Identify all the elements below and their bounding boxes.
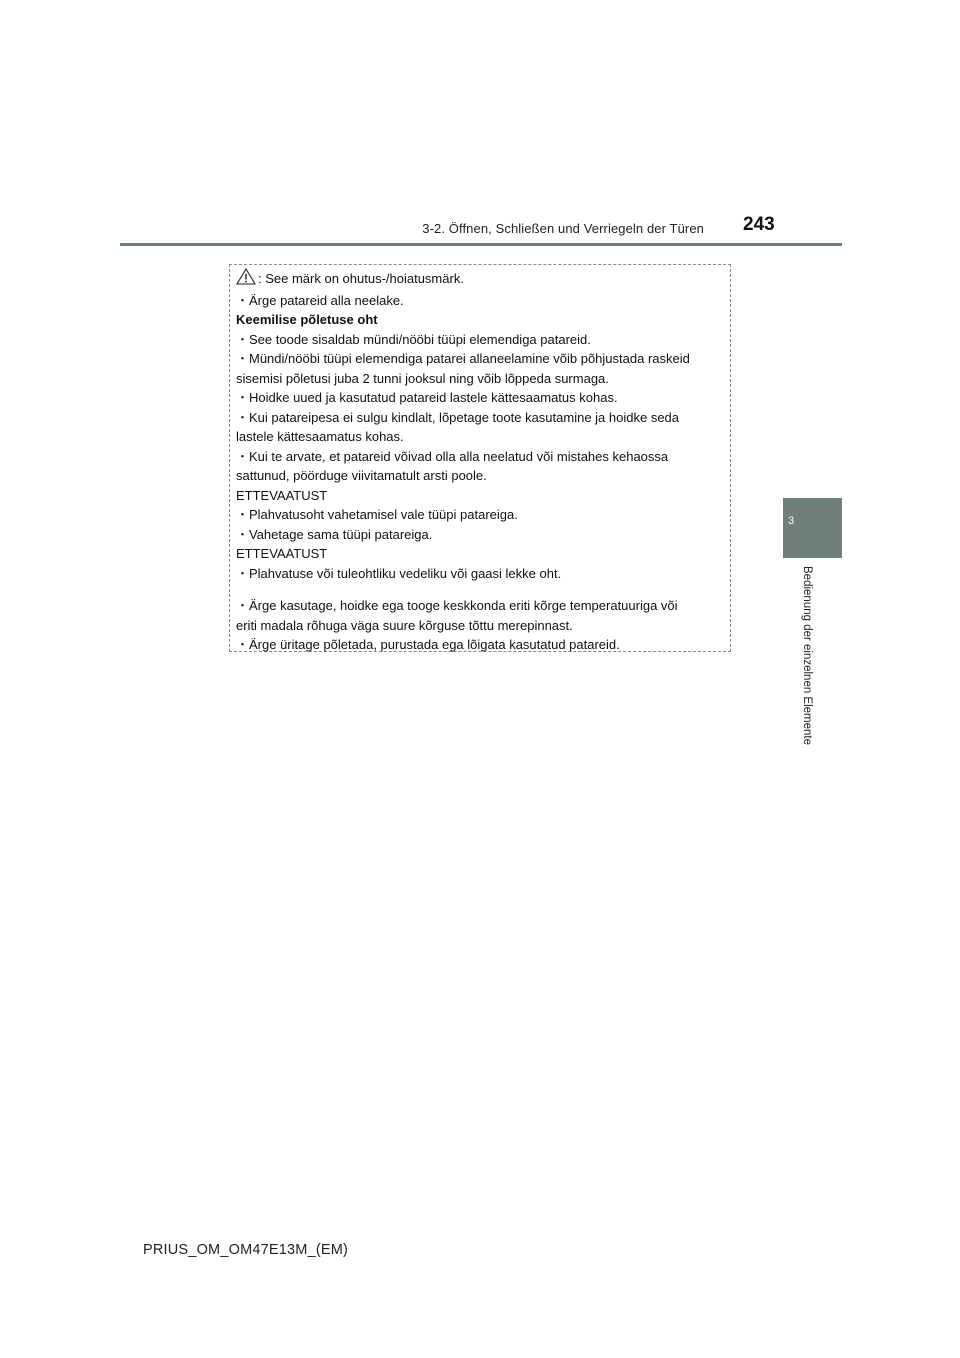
battery-warning-box [229,264,731,652]
warning-line-5: sisemisi põletusi juba 2 tunni jooksul ning võib lõppeda surmaga. [236,370,609,386]
warning-line-15: ・Plahvatuse või tuleohtliku vedeliku või gaasi lekke oht. [236,565,562,581]
warning-legend-text: : See märk on ohutus-/hoiatusmärk. [258,271,464,286]
warning-line-10: sattunud, pöörduge viivitamatult arsti poole. [236,468,487,483]
section-title: 3-2. Öffnen, Schließen und Verriegeln der Türen [422,221,704,236]
warning-line-17: eriti madala rõhuga väga suure kõrguse tõttu merepinnast. [236,617,573,633]
document-code: PRIUS_OM_OM47E13M_(EM) [143,1242,349,1258]
warning-legend-line [236,268,730,291]
page-number: 243 [743,214,775,235]
warning-line-4: ・Mündi/nööbi tüüpi elemendiga patarei allaneelamine võib põhjustada raskeid [236,351,690,366]
chapter-tab [783,498,842,558]
caution-heading-1: ETTEVAATUST [236,487,328,503]
header-divider [120,243,842,246]
chapter-tab-label: Bedienung der einzelnen Elemente [801,566,813,746]
warning-line-12: ・Plahvatusoht vahetamisel vale tüüpi patareiga. [236,507,518,522]
warning-line-18: ・Ärge üritage põletada, purustada ega lõigata kasutatud patareid. [236,637,620,652]
warning-line-16: ・Ärge kasutage, hoidke ega tooge keskkonda eriti kõrge temperatuuriga või [236,598,678,613]
warning-line-1: ・Ärge patareid alla neelake. [236,292,404,308]
chapter-tab-number: 3 [788,515,795,527]
warning-triangle-icon [236,268,256,291]
warning-line-8: lastele kättesaamatus kohas. [236,429,404,444]
warning-line-3: ・See toode sisaldab mündi/nööbi tüüpi elemendiga patareid. [236,331,591,347]
spacer [236,583,730,596]
warning-line-9: ・Kui te arvate, et patareid võivad olla alla neelatud või mistahes kehaossa [236,448,669,464]
caution-heading-2: ETTEVAATUST [236,546,328,561]
warning-line-6: ・Hoidke uued ja kasutatud patareid lastele kättesaamatus kohas. [236,390,618,405]
warning-line-13: ・Vahetage sama tüüpi patareiga. [236,526,433,542]
warning-heading-chemical-burn: Keemilise põletuse oht [236,312,378,327]
warning-line-7: ・Kui patareipesa ei sulgu kindlalt, lõpetage toote kasutamine ja hoidke seda [236,409,680,425]
